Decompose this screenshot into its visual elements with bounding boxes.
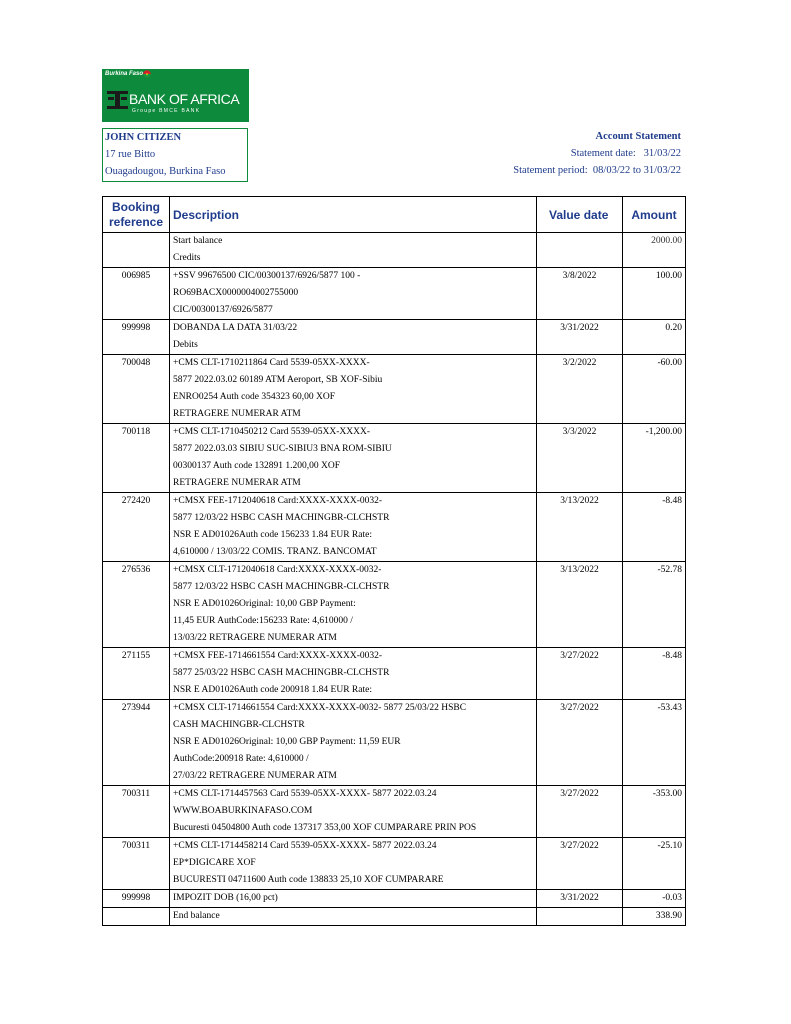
header-booking-reference: Booking reference xyxy=(103,197,170,233)
value-date: 3/2/2022 xyxy=(537,355,623,424)
statement-period: Statement period: 08/03/22 to 31/03/22 xyxy=(513,165,681,176)
description-line: 5877 12/03/22 HSBC CASH MACHINGBR-CLCHSTR xyxy=(170,510,537,527)
description-line: +CMSX CLT-1712040618 Card:XXXX-XXXX-0032- xyxy=(170,562,537,580)
amount: -0.03 xyxy=(623,890,686,908)
table-row xyxy=(103,320,686,338)
description-line: 5877 25/03/22 HSBC CASH MACHINGBR-CLCHSTR xyxy=(170,665,537,682)
end-balance-date xyxy=(537,908,623,926)
amount: -53.43 xyxy=(623,700,686,786)
table-row xyxy=(103,648,686,666)
description-line: RO69BACX0000004002755000 xyxy=(170,285,537,302)
description-line: EP*DIGICARE XOF xyxy=(170,855,537,872)
description-line: AuthCode:200918 Rate: 4,610000 / xyxy=(170,751,537,768)
amount: -25.10 xyxy=(623,838,686,890)
statement-date: Statement date: 31/03/22 xyxy=(570,148,681,159)
bank-logo xyxy=(102,69,249,122)
credits-date xyxy=(537,250,623,268)
description-line: +CMS CLT-1714457563 Card 5539-05XX-XXXX- 5877 2022.03.24 xyxy=(170,786,537,804)
amount: -1,200.00 xyxy=(623,424,686,493)
table-row xyxy=(103,700,686,718)
debits-section-label: Debits xyxy=(170,337,537,355)
customer-name: JOHN CITIZEN xyxy=(105,132,182,143)
header-description: Description xyxy=(170,197,537,233)
table-row xyxy=(103,562,686,580)
booking-reference: 700311 xyxy=(103,838,170,890)
description-line: BUCURESTI 04711600 Auth code 138833 25,10 XOF CUMPARARE xyxy=(170,872,537,890)
logo-bank-name: BANK OF AFRICA xyxy=(129,91,240,107)
description-line: NSR E AD01026Auth code 156233 1.84 EUR Rate: xyxy=(170,527,537,544)
booking-reference: 271155 xyxy=(103,648,170,700)
booking-reference: 272420 xyxy=(103,493,170,562)
amount: -52.78 xyxy=(623,562,686,648)
end-balance-ref xyxy=(103,908,170,926)
amount: -60.00 xyxy=(623,355,686,424)
start-balance-ref xyxy=(103,233,170,251)
credits-amount xyxy=(623,250,686,268)
debits-section-amount xyxy=(623,337,686,355)
header-value-date: Value date xyxy=(537,197,623,233)
end-balance-label: End balance xyxy=(170,908,537,926)
booking-reference: 006985 xyxy=(103,268,170,320)
description-line: RETRAGERE NUMERAR ATM xyxy=(170,406,537,424)
description-line: ENRO0254 Auth code 354323 60,00 XOF xyxy=(170,389,537,406)
description-line: 4,610000 / 13/03/22 COMIS. TRANZ. BANCOMAT xyxy=(170,544,537,562)
start-balance-date xyxy=(537,233,623,251)
table-header-row xyxy=(103,197,686,233)
value-date: 3/13/2022 xyxy=(537,562,623,648)
booking-reference: 999998 xyxy=(103,320,170,338)
description-line: WWW.BOABURKINAFASO.COM xyxy=(170,803,537,820)
value-date: 3/3/2022 xyxy=(537,424,623,493)
booking-reference: 999998 xyxy=(103,890,170,908)
transactions-table xyxy=(102,196,686,926)
description-line: CIC/00300137/6926/5877 xyxy=(170,302,537,320)
description-line: 27/03/22 RETRAGERE NUMERAR ATM xyxy=(170,768,537,786)
booking-reference: 700311 xyxy=(103,786,170,838)
description-line: +CMSX FEE-1712040618 Card:XXXX-XXXX-0032- xyxy=(170,493,537,511)
bank-emblem-icon xyxy=(107,91,128,109)
value-date: 3/27/2022 xyxy=(537,786,623,838)
amount: -8.48 xyxy=(623,493,686,562)
start-balance-amount: 2000.00 xyxy=(623,233,686,251)
table-row xyxy=(103,890,686,908)
booking-reference: 700048 xyxy=(103,355,170,424)
credits-label: Credits xyxy=(170,250,537,268)
booking-reference: 700118 xyxy=(103,424,170,493)
table-row xyxy=(103,838,686,856)
value-date: 3/13/2022 xyxy=(537,493,623,562)
end-balance-amount: 338.90 xyxy=(623,908,686,926)
amount: 0.20 xyxy=(623,320,686,338)
description-line: 5877 2022.03.02 60189 ATM Aeroport, SB XOF-Sibiu xyxy=(170,372,537,389)
value-date: 3/31/2022 xyxy=(537,890,623,908)
description-line: 5877 2022.03.03 SIBIU SUC-SIBIU3 BNA ROM-SIBIU xyxy=(170,441,537,458)
description-line: NSR E AD01026Auth code 200918 1.84 EUR Rate: xyxy=(170,682,537,700)
description-line: +CMS CLT-1714458214 Card 5539-05XX-XXXX- 5877 2022.03.24 xyxy=(170,838,537,856)
description-line: 5877 12/03/22 HSBC CASH MACHINGBR-CLCHSTR xyxy=(170,579,537,596)
logo-country: Burkina Faso xyxy=(105,71,144,77)
description-line: IMPOZIT DOB (16,00 pct) xyxy=(170,890,537,908)
description-line: 11,45 EUR AuthCode:156233 Rate: 4,610000 / xyxy=(170,613,537,630)
table-row xyxy=(103,493,686,511)
value-date: 3/27/2022 xyxy=(537,838,623,890)
description-line: 13/03/22 RETRAGERE NUMERAR ATM xyxy=(170,630,537,648)
description-line: +CMS CLT-1710211864 Card 5539-05XX-XXXX- xyxy=(170,355,537,373)
description-line: RETRAGERE NUMERAR ATM xyxy=(170,475,537,493)
table-row xyxy=(103,424,686,442)
amount: -353.00 xyxy=(623,786,686,838)
value-date: 3/8/2022 xyxy=(537,268,623,320)
description-line: +SSV 99676500 CIC/00300137/6926/5877 100 - xyxy=(170,268,537,286)
booking-reference: 276536 xyxy=(103,562,170,648)
description-line: CASH MACHINGBR-CLCHSTR xyxy=(170,717,537,734)
statement-title: Account Statement xyxy=(595,131,681,142)
burkina-flag-icon xyxy=(143,70,151,78)
value-date: 3/27/2022 xyxy=(537,700,623,786)
booking-reference: 273944 xyxy=(103,700,170,786)
logo-group: Groupe BMCE BANK xyxy=(132,108,201,114)
description-line: +CMS CLT-1710450212 Card 5539-05XX-XXXX- xyxy=(170,424,537,442)
customer-address-line-2: Ouagadougou, Burkina Faso xyxy=(105,166,226,177)
debits-section-date xyxy=(537,337,623,355)
description-line: +CMSX FEE-1714661554 Card:XXXX-XXXX-0032- xyxy=(170,648,537,666)
value-date: 3/27/2022 xyxy=(537,648,623,700)
debits-section-ref xyxy=(103,337,170,355)
credits-section-row xyxy=(103,250,686,268)
description-line: NSR E AD01026Original: 10,00 GBP Payment: 11,59 EUR xyxy=(170,734,537,751)
amount: 100.00 xyxy=(623,268,686,320)
amount: -8.48 xyxy=(623,648,686,700)
start-balance-label: Start balance xyxy=(170,233,537,251)
table-row xyxy=(103,268,686,286)
customer-address-box xyxy=(102,128,248,182)
description-line: Bucuresti 04504800 Auth code 137317 353,00 XOF CUMPARARE PRIN POS xyxy=(170,820,537,838)
description-line: DOBANDA LA DATA 31/03/22 xyxy=(170,320,537,338)
debits-section-row xyxy=(103,337,686,355)
credits-ref xyxy=(103,250,170,268)
value-date: 3/31/2022 xyxy=(537,320,623,338)
table-row xyxy=(103,786,686,804)
description-line: +CMSX CLT-1714661554 Card:XXXX-XXXX-0032- 5877 25/03/22 HSBC xyxy=(170,700,537,718)
customer-address-line-1: 17 rue Bitto xyxy=(105,149,156,160)
end-balance-row xyxy=(103,908,686,926)
description-line: 00300137 Auth code 132891 1.200,00 XOF xyxy=(170,458,537,475)
start-balance-row xyxy=(103,233,686,251)
header-amount: Amount xyxy=(623,197,686,233)
table-row xyxy=(103,355,686,373)
description-line: NSR E AD01026Original: 10,00 GBP Payment: xyxy=(170,596,537,613)
